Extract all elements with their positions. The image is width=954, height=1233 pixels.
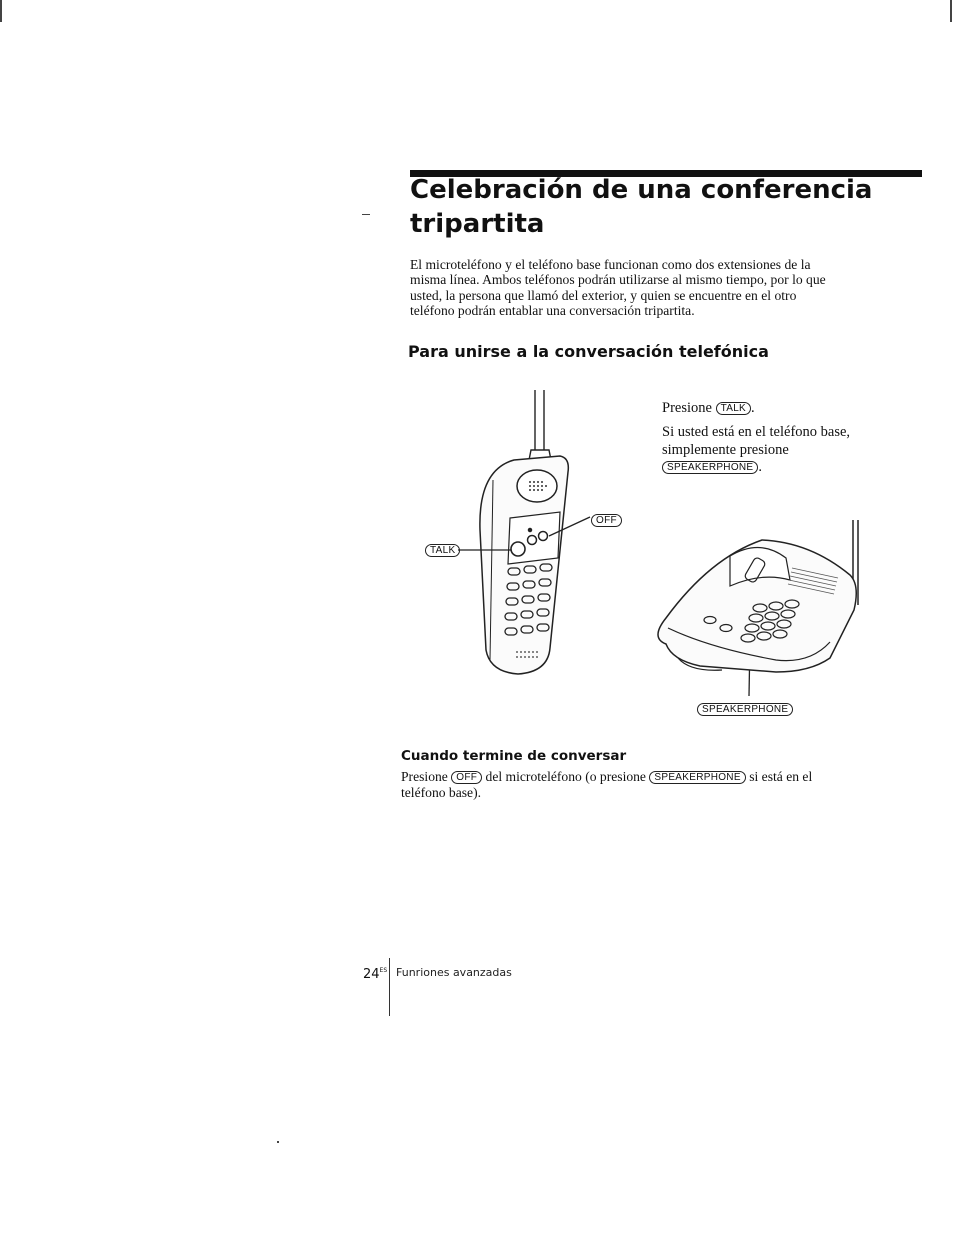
base-phone-icon xyxy=(658,520,858,672)
press-end: . xyxy=(751,400,755,416)
end-call-instruction xyxy=(401,769,841,801)
intro-paragraph: El microteléfono y el teléfono base funcionan como dos extensiones de la misma línea. Ambos teléfonos podrán utilizarse al mismo tiempo, por lo que usted, la persona que llamó del exterior, y quien se encuentre en el otro teléfono podrán entablar una conversación tripartita. xyxy=(410,257,826,319)
talk-key-label: TALK xyxy=(716,402,751,415)
end-middle-text: del microteléfono (o presione xyxy=(485,769,646,784)
base-note-end: . xyxy=(758,459,763,475)
footer-divider xyxy=(389,958,390,1016)
figure-off-key: OFF xyxy=(591,514,622,527)
scan-edge-mark xyxy=(0,0,2,22)
page-number-value: 24 xyxy=(363,967,380,982)
base-note-text: Si usted está en el teléfono base, simplemente presione xyxy=(662,424,851,458)
page-title: Celebración de una conferencia tripartita xyxy=(410,175,873,239)
handset-icon xyxy=(480,456,568,674)
handset-antenna-icon xyxy=(529,390,551,460)
page-number-suffix: ES xyxy=(379,967,388,974)
scan-speck xyxy=(362,214,370,215)
end-press-word: Presione xyxy=(401,769,448,784)
press-word: Presione xyxy=(662,400,712,416)
footer-section-name: Funriones avanzadas xyxy=(396,966,512,979)
scan-edge-mark xyxy=(950,0,952,22)
figure-off-label xyxy=(591,511,622,529)
speakerphone-key-label: SPEAKERPHONE xyxy=(662,461,758,474)
phone-illustration xyxy=(410,380,880,725)
figure-talk-label xyxy=(425,541,460,559)
end-call-heading: Cuando termine de conversar xyxy=(401,748,627,764)
figure-speakerphone-key: SPEAKERPHONE xyxy=(697,703,793,716)
figure-talk-key: TALK xyxy=(425,544,460,557)
join-heading: Para unirse a la conversación telefónica xyxy=(408,342,769,361)
off-key-label: OFF xyxy=(451,771,482,784)
end-speakerphone-key-label: SPEAKERPHONE xyxy=(649,771,745,784)
scan-speck xyxy=(277,1141,279,1143)
page-number xyxy=(363,963,387,983)
end-closing-text: si está en el teléfono base). xyxy=(401,769,813,800)
figure-speakerphone-label xyxy=(697,700,793,718)
